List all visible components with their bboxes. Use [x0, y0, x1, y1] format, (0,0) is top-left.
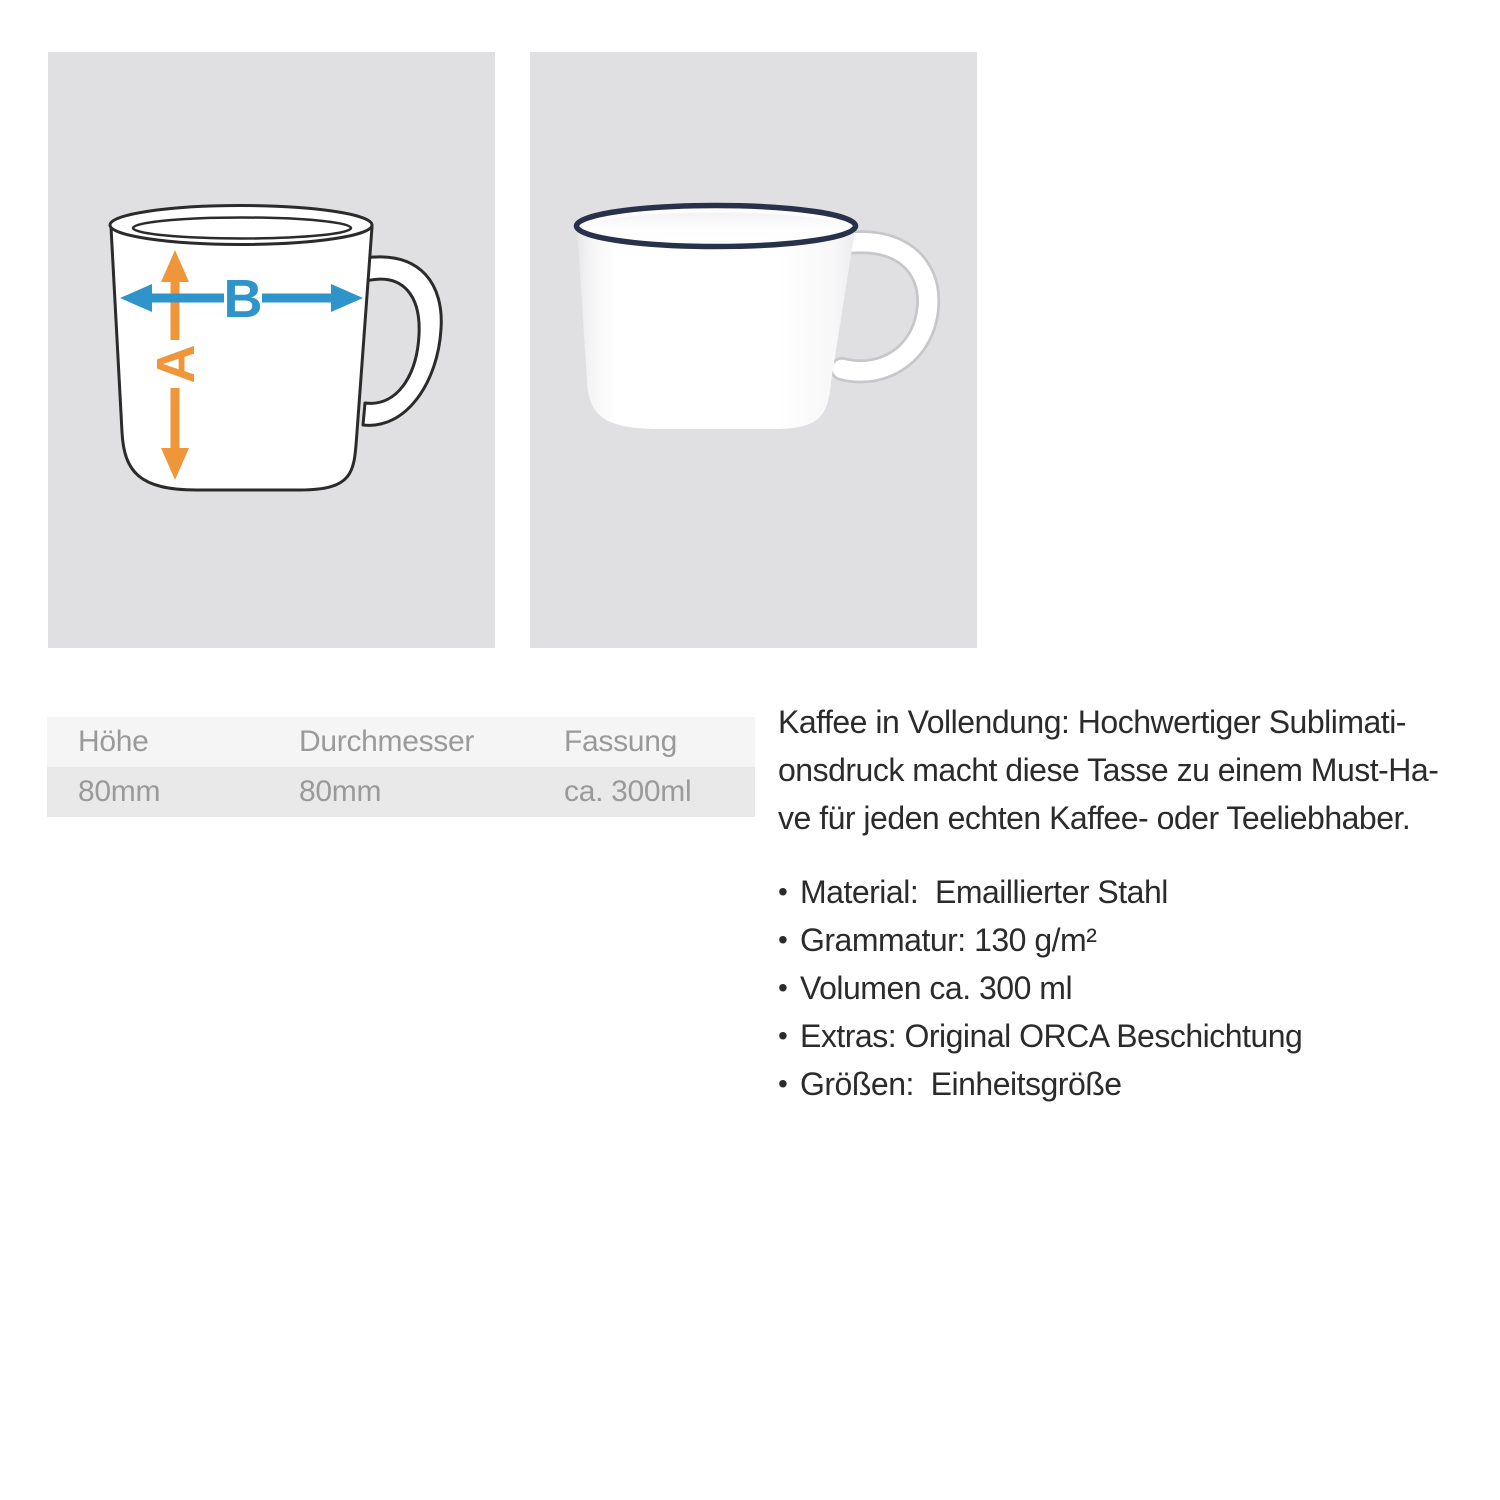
- intro-line: ve für jeden echten Kaffee- oder Teeliebhaber.: [778, 800, 1411, 836]
- product-photo-panel: [530, 52, 977, 648]
- intro-line: onsdruck macht diese Tasse zu einem Must-Ha-: [778, 752, 1439, 788]
- diameter-dimension-label: B: [223, 269, 263, 329]
- spec-value-hoehe: 80mm: [47, 767, 268, 817]
- bullet-icon: •: [778, 1068, 788, 1099]
- attribute-volumen: Volumen ca. 300 ml: [800, 970, 1073, 1006]
- mug-size-diagram-icon: [48, 52, 495, 648]
- bullet-icon: •: [778, 1020, 788, 1051]
- list-item: [778, 1060, 1470, 1108]
- spec-value-fassung: ca. 300ml: [533, 767, 755, 817]
- list-item: [778, 964, 1470, 1012]
- attribute-groessen: Größen: Einheitsgröße: [800, 1066, 1122, 1102]
- mug-photo: [530, 52, 977, 648]
- spec-value-durchmesser: 80mm: [268, 767, 533, 817]
- intro-line: Kaffee in Vollendung: Hochwertiger Sublimati-: [778, 704, 1406, 740]
- bullet-icon: •: [778, 972, 788, 1003]
- bullet-icon: •: [778, 876, 788, 907]
- spec-header-hoehe: Höhe: [47, 717, 268, 767]
- spec-header-fassung: Fassung: [533, 717, 755, 767]
- product-description: [778, 698, 1470, 1108]
- list-item: [778, 916, 1470, 964]
- spec-header-durchmesser: Durchmesser: [268, 717, 533, 767]
- bullet-icon: •: [778, 924, 788, 955]
- attribute-material: Material: Emaillierter Stahl: [800, 874, 1168, 910]
- height-dimension-label: A: [146, 344, 206, 384]
- list-item: [778, 1012, 1470, 1060]
- product-attributes-list: [778, 868, 1470, 1108]
- attribute-extras: Extras: Original ORCA Beschichtung: [800, 1018, 1303, 1054]
- list-item: [778, 868, 1470, 916]
- spec-table: [47, 717, 755, 817]
- attribute-grammatur: Grammatur: 130 g/m²: [800, 922, 1097, 958]
- size-diagram-panel: [48, 52, 495, 648]
- description-intro: [778, 698, 1470, 842]
